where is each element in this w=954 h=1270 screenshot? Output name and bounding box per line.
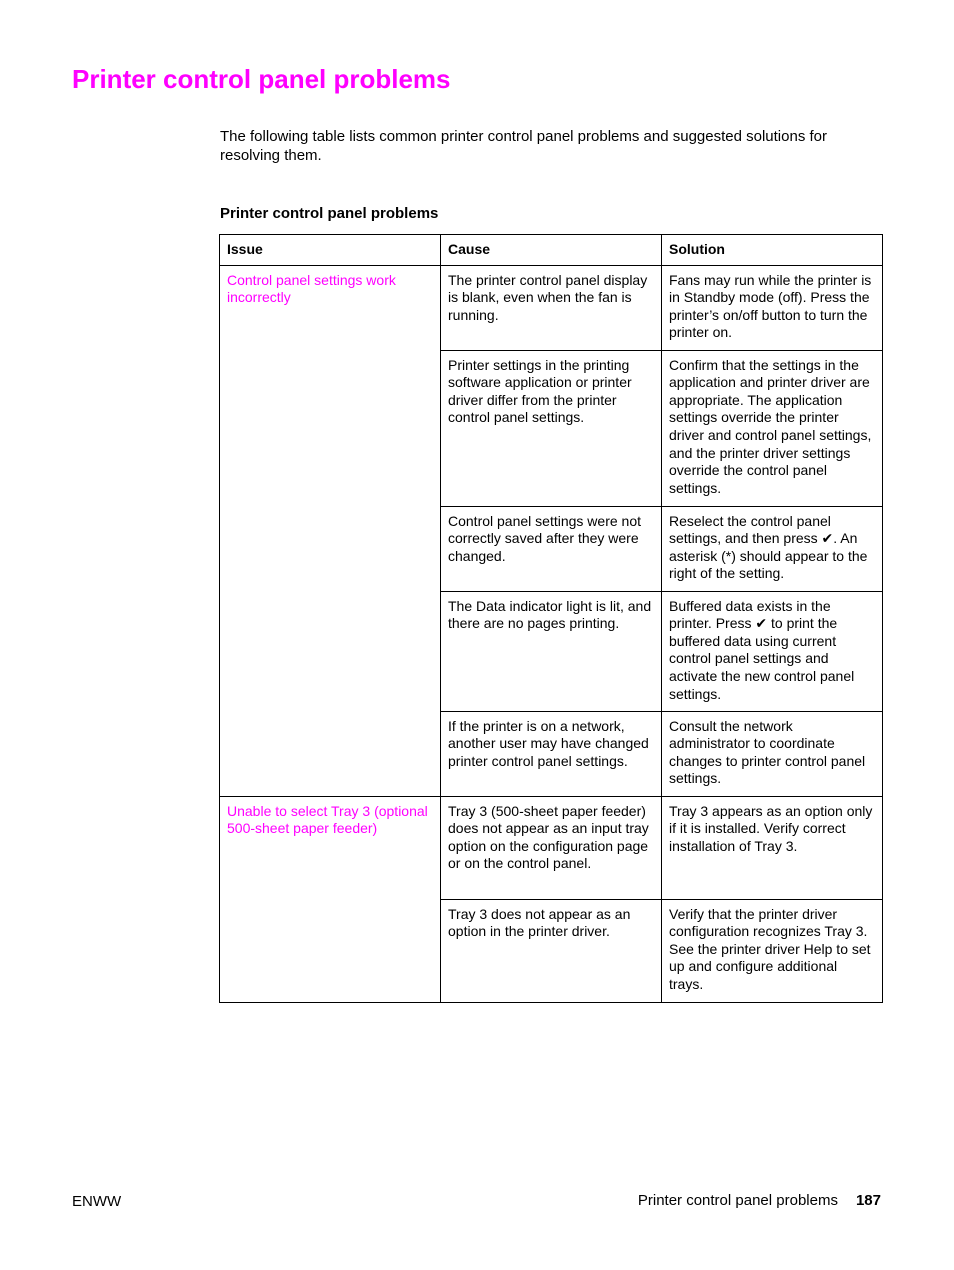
header-cause: Cause — [441, 235, 662, 266]
cause-cell: The printer control panel display is blank, even when the fan is running. — [441, 265, 662, 350]
issue-link-control-panel-settings[interactable]: Control panel settings work incorrectly — [227, 271, 396, 306]
cause-cell: If the printer is on a network, another user may have changed printer control panel settings. — [441, 711, 662, 796]
cause-cell: Tray 3 (500-sheet paper feeder) does not appear as an input tray option on the configuration page or on the control panel. — [441, 796, 662, 899]
intro-paragraph: The following table lists common printer control panel problems and suggested solutions for resolving them. — [220, 128, 827, 164]
cause-cell: Control panel settings were not correctly saved after they were changed. — [441, 506, 662, 591]
table-caption: Printer control panel problems — [220, 205, 439, 222]
footer-right — [638, 1191, 881, 1210]
issue-link-tray-3[interactable]: Unable to select Tray 3 (optional 500-sheet paper feeder) — [227, 802, 428, 837]
solution-text: . An asterisk (*) should appear to the right of the setting. — [669, 530, 868, 582]
issue-cell — [220, 265, 441, 796]
solution-text: Buffered data exists in the printer. Press — [669, 597, 831, 632]
table-header-row — [220, 235, 883, 266]
solution-cell: Confirm that the settings in the application and printer driver are appropriate. The application settings override the printer driver and control panel settings, and the printer driver settings override the control panel settings. — [662, 350, 883, 506]
page-title: Printer control panel problems — [72, 64, 451, 94]
solution-cell — [662, 506, 883, 591]
solution-cell: Tray 3 appears as an option only if it is installed. Verify correct installation of Tray 3. — [662, 796, 883, 899]
footer-left-label: ENWW — [72, 1193, 122, 1210]
cause-cell: Tray 3 does not appear as an option in the printer driver. — [441, 899, 662, 1002]
table-row — [220, 796, 883, 899]
solution-cell: Consult the network administrator to coordinate changes to printer control panel settings. — [662, 711, 883, 796]
cause-cell: The Data indicator light is lit, and there are no pages printing. — [441, 591, 662, 711]
page-number: 187 — [855, 1192, 881, 1209]
header-solution: Solution — [662, 235, 883, 266]
problems-table — [219, 234, 883, 1003]
table-row — [220, 265, 883, 350]
solution-cell: Verify that the printer driver configuration recognizes Tray 3. See the printer driver Help to set up and configure additional trays. — [662, 899, 883, 1002]
solution-text: Reselect the control panel settings, and then press — [669, 512, 831, 547]
header-issue: Issue — [220, 235, 441, 266]
solution-cell — [662, 591, 883, 711]
issue-cell — [220, 796, 441, 1002]
solution-text: to print the buffered data using current control panel settings and activate the new control panel settings. — [669, 615, 855, 702]
checkmark-icon: ✔ — [821, 530, 834, 547]
footer-section-title: Printer control panel problems — [637, 1192, 838, 1209]
checkmark-icon: ✔ — [755, 615, 768, 632]
solution-cell: Fans may run while the printer is in Standby mode (off). Press the printer’s on/off button to turn the printer on. — [662, 265, 883, 350]
cause-cell: Printer settings in the printing software application or printer driver differ from the printer control panel settings. — [441, 350, 662, 506]
